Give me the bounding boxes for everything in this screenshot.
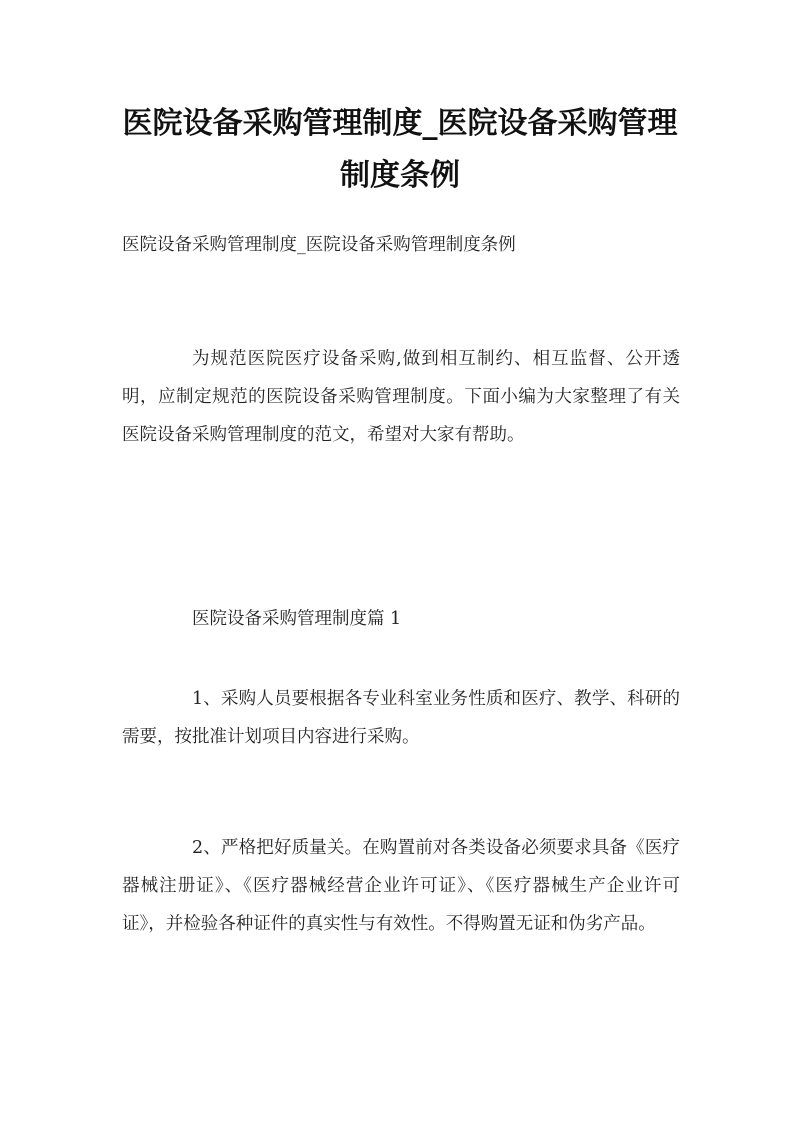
list-item: 1、采购人员要根据各专业科室业务性质和医疗、教学、科研的需要，按批准计划项目内容进行采购。 xyxy=(122,689,680,747)
list-item: 2、严格把好质量关。在购置前对各类设备必须要求具备《医疗器械注册证》、《医疗器械经营企业许可证》、《医疗器械生产企业许可证》，并检验各种证件的真实性与有效性。不得购置无证和伪劣产品。 xyxy=(122,838,680,934)
document-title: 医院设备采购管理制度_医院设备采购管理制度条例 xyxy=(122,106,678,193)
intro-paragraph: 为规范医院医疗设备采购,做到相互制约、相互监督、公开透明，应制定规范的医院设备采购管理制度。下面小编为大家整理了有关医院设备采购管理制度的范文，希望对大家有帮助。 xyxy=(122,349,680,445)
document-subtitle: 医院设备采购管理制度_医院设备采购管理制度条例 xyxy=(122,235,516,255)
section-heading: 医院设备采购管理制度篇 1 xyxy=(192,609,402,629)
